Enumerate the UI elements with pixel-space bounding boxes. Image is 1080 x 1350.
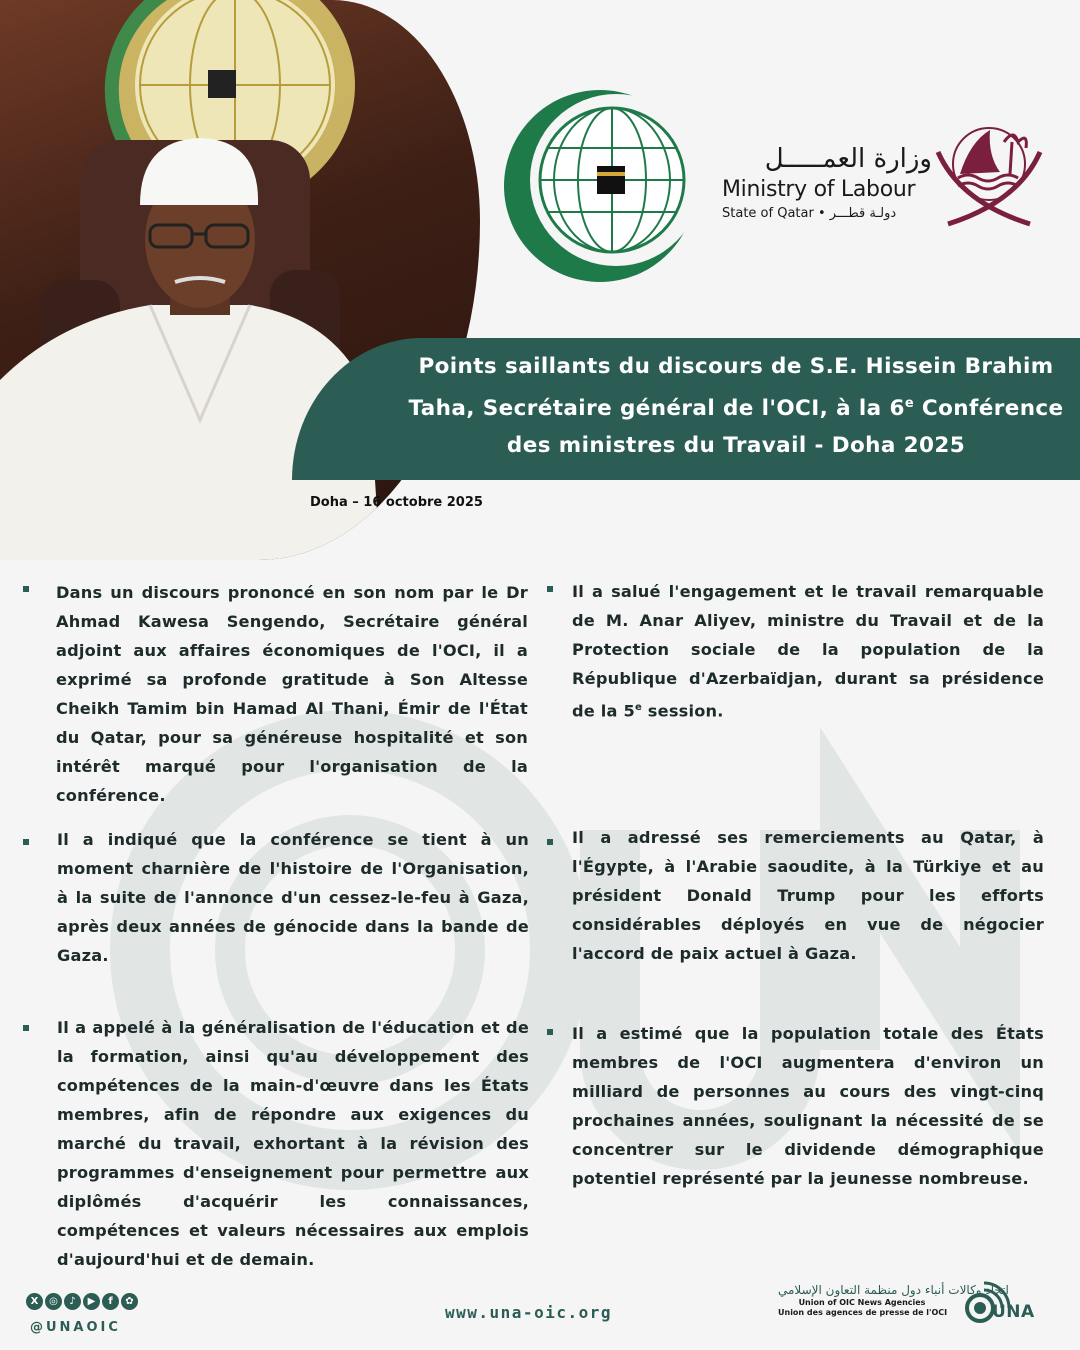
page-title: Points saillants du discours de S.E. Hissein Brahim Taha, Secrétaire général de l'OCI, à la 6e Conférence des ministres du Travail - Doha 2025 <box>408 354 1064 459</box>
bullet-text: Il a indiqué que la conférence se tient à un moment charnière de l'histoire de l'Organisation, à la suite de l'annonce d'un cessez-le-feu à Gaza, après deux années de génocide dans la bande de Gaza. <box>57 830 529 965</box>
bullet-marker-icon <box>23 839 29 845</box>
bullet-item <box>572 1019 1044 1193</box>
ministry-logo <box>722 142 932 237</box>
bullet-text: Il a appelé à la généralisation de l'éducation et de la formation, ainsi qu'au développement des compétences de la main-d'œuvre dans les États membres, afin de répondre aux exigences du marché du travail, exhortant à la révision des programmes d'enseignement pour permettre aux diplômés d'acquérir les connaissances, compétences et valeurs nécessaires aux emplois d'aujourd'hui et de demain. <box>57 1018 529 1269</box>
una-logo-text: UNA <box>992 1302 1035 1322</box>
bullet-text: Il a estimé que la population totale des États membres de l'OCI augmentera d'environ un milliard de personnes au cours des vingt-cinq prochaines années, soulignant la nécessité de se concentrer sur le dividende démographique potentiel représenté par la jeunesse nombreuse. <box>572 1024 1044 1188</box>
social-handle[interactable]: @UNAOIC <box>30 1320 121 1335</box>
ministry-state: State of Qatar • دولـة قطـــر <box>722 206 897 221</box>
bullet-marker-icon <box>23 586 29 592</box>
bullet-marker-icon <box>547 586 553 592</box>
ministry-english-name: Ministry of Labour <box>722 177 916 202</box>
bullet-text: Dans un discours prononcé en son nom par le Dr Ahmad Kawesa Sengendo, Secrétaire général adjoint aux affaires économiques de l'OCI, il a exprimé sa profonde gratitude à Son Altesse Cheikh Tamim bin Hamad Al Thani, Émir de l'État du Qatar, pour sa généreuse hospitalité et son intérêt marqué pour l'organisation de la conférence. <box>56 583 528 805</box>
una-arabic-name: اتحاد وكالات أنباء دول منظمة التعاون الإسلامي <box>778 1283 1009 1297</box>
tiktok-icon[interactable]: ♪ <box>64 1293 81 1310</box>
bullet-marker-icon <box>23 1025 29 1031</box>
snapchat-icon[interactable]: ✿ <box>121 1293 138 1310</box>
qatar-emblem-icon <box>930 112 1048 230</box>
bullet-item <box>572 823 1044 968</box>
ministry-arabic-name: وزارة العمـــــل <box>764 144 932 174</box>
dateline: Doha – 16 octobre 2025 <box>310 495 483 510</box>
bullet-item <box>57 1013 529 1274</box>
bullet-item <box>572 577 1044 725</box>
bullet-text: Il a adressé ses remerciements au Qatar, à l'Égypte, à l'Arabie saoudite, à la Türkiye et au président Donald Trump pour les efforts considérables déployés en vue de négocier l'accord de paix actuel à Gaza. <box>572 828 1044 963</box>
bullet-item <box>57 825 529 970</box>
website-link[interactable]: www.una-oic.org <box>445 1303 612 1322</box>
bullet-item <box>56 578 528 810</box>
bullet-marker-icon <box>547 1029 553 1035</box>
facebook-icon[interactable]: f <box>102 1293 119 1310</box>
bullet-marker-icon <box>547 839 553 845</box>
x-icon[interactable]: X <box>26 1293 43 1310</box>
instagram-icon[interactable]: ◎ <box>45 1293 62 1310</box>
youtube-icon[interactable]: ▶ <box>83 1293 100 1310</box>
una-agency-name <box>778 1282 1009 1318</box>
una-english-name: Union of OIC News Agencies <box>798 1298 926 1307</box>
oic-logo <box>500 88 700 284</box>
una-french-name: Union des agences de presse de l'OCI <box>778 1308 948 1317</box>
bullet-text: Il a salué l'engagement et le travail remarquable de M. Anar Aliyev, ministre du Travail et de la Protection sociale de la population de la République d'Azerbaïdjan, durant sa présidence de la 5e session. <box>572 582 1044 721</box>
social-icons <box>26 1293 138 1310</box>
